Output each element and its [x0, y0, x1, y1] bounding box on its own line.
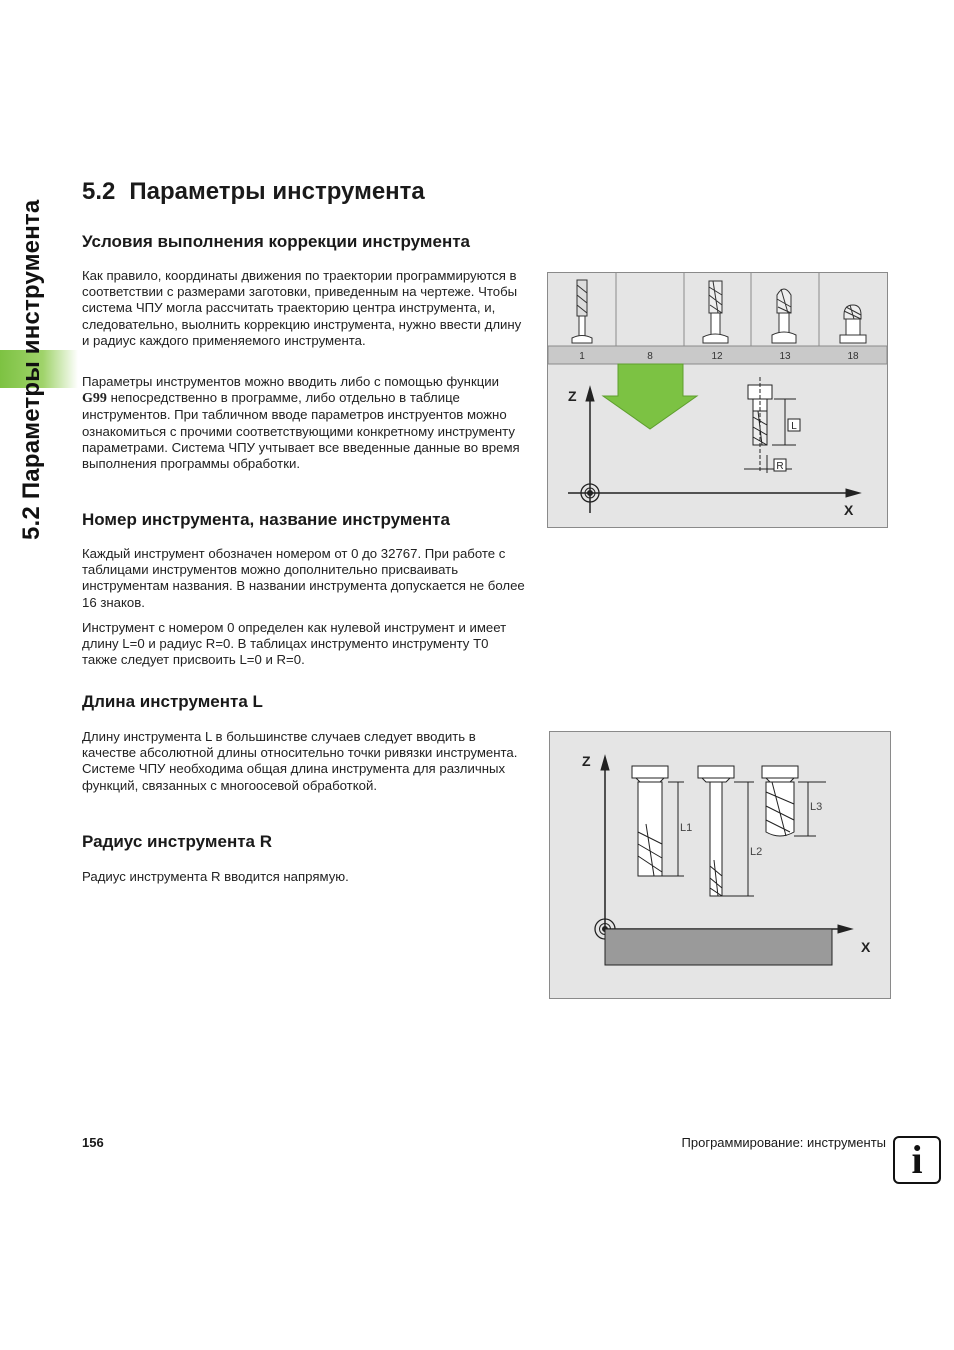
- heading-correction-conditions: Условия выполнения коррекции инструмента: [82, 232, 470, 251]
- tool-number-12: 12: [711, 351, 723, 362]
- paragraph-tool-number: Каждый инструмент обозначен номером от 0 до 32767. При работе с таблицами инструментов можно дополнительно присваивать инструментам названия. В названии инструмента допускается не более 16 знаков.: [82, 546, 525, 610]
- info-icon: [893, 1136, 941, 1184]
- dimension-l-label: L: [791, 421, 797, 432]
- section-title: Параметры инструмента: [129, 178, 425, 205]
- figure-tool-lengths: [549, 731, 891, 999]
- heading-tool-number: Номер инструмента, название инструмента: [82, 510, 450, 529]
- figure-tool-lengths-drawing: [550, 732, 890, 998]
- tool-13-ballmill-icon: [772, 289, 796, 343]
- heading-tool-radius: Радиус инструмента R: [82, 832, 272, 851]
- axis-x-label: X: [844, 502, 854, 518]
- page-number: 156: [82, 1135, 104, 1150]
- length-tool-2: [698, 766, 754, 896]
- selection-arrow-icon: [603, 364, 697, 429]
- axis-x-label-2: X: [861, 939, 871, 955]
- coordinate-axes: [568, 387, 860, 513]
- paragraph-zero-tool: Инструмент с номером 0 определен как нулевой инструмент и имеет длину L=0 и радиус R=0. В таблицах инструменто инструменту T0 также следует присвоить L=0 и R=0.: [82, 620, 507, 668]
- paragraph-tool-length: Длину инструмента L в большинстве случаев следует вводить в качестве абсолютной длины относительно точки ривязки инструмента. Системе ЧПУ необходима общая длина инструмента для различных функций, связанных с многоосевой обработкой.: [82, 729, 518, 793]
- dimension-l3-label: L3: [810, 801, 823, 813]
- axis-z-label: Z: [568, 388, 577, 404]
- footer-chapter: Программирование: инструменты: [681, 1135, 886, 1150]
- dimension-l1-label: L1: [680, 822, 693, 834]
- tool-number-1: 1: [579, 351, 585, 362]
- dimension-r-label: R: [776, 461, 784, 472]
- tool-number-18: 18: [847, 351, 859, 362]
- tool-18-shell-mill-icon: [840, 305, 866, 343]
- tool-1-drill-icon: [572, 280, 592, 343]
- workpiece: [605, 929, 832, 965]
- paragraph-correction-intro: Как правило, координаты движения по траектории программируются в соответствии с размерами заготовки, приведенным на чертеже. Чтобы система ЧПУ могла рассчитать траекторию центра инструмента, и, следовательно, выолнить коррекцию инструмента, нужно ввести длину и радиус каждого применяемого инструмента.: [82, 268, 522, 348]
- figure-tool-compensation-drawing: [548, 273, 887, 527]
- page-title: [82, 178, 425, 206]
- side-chapter-title: 5.2 Параметры инструмента: [18, 199, 45, 540]
- length-axes: [595, 756, 852, 939]
- dimension-l2-label: L2: [750, 846, 763, 858]
- section-number: 5.2: [82, 178, 116, 205]
- length-tool-1: [632, 766, 684, 876]
- heading-tool-length: Длина инструмента L: [82, 692, 263, 711]
- tool-number-8: 8: [647, 351, 653, 362]
- tool-12-endmill-icon: [703, 281, 728, 343]
- function-code-g99: G99: [82, 391, 107, 407]
- axis-z-label-2: Z: [582, 753, 591, 769]
- figure-tool-compensation: [547, 272, 888, 528]
- paragraph-tool-radius: Радиус инструмента R вводится напрямую.: [82, 869, 349, 884]
- info-icon-glyph: i: [911, 1137, 923, 1182]
- tool-number-13: 13: [779, 351, 791, 362]
- paragraph-parameter-input: Параметры инструментов можно вводить либо с помощью функции G99 непосредственно в программе, либо отдельно в таблице инструментов. При табличном вводе параметров инструентов можно ознакомиться с прочими соответствующими конкретному инструменту параметрами. Система ЧПУ учтывает все введенные данные во время выполнения программы обработки.: [82, 374, 520, 472]
